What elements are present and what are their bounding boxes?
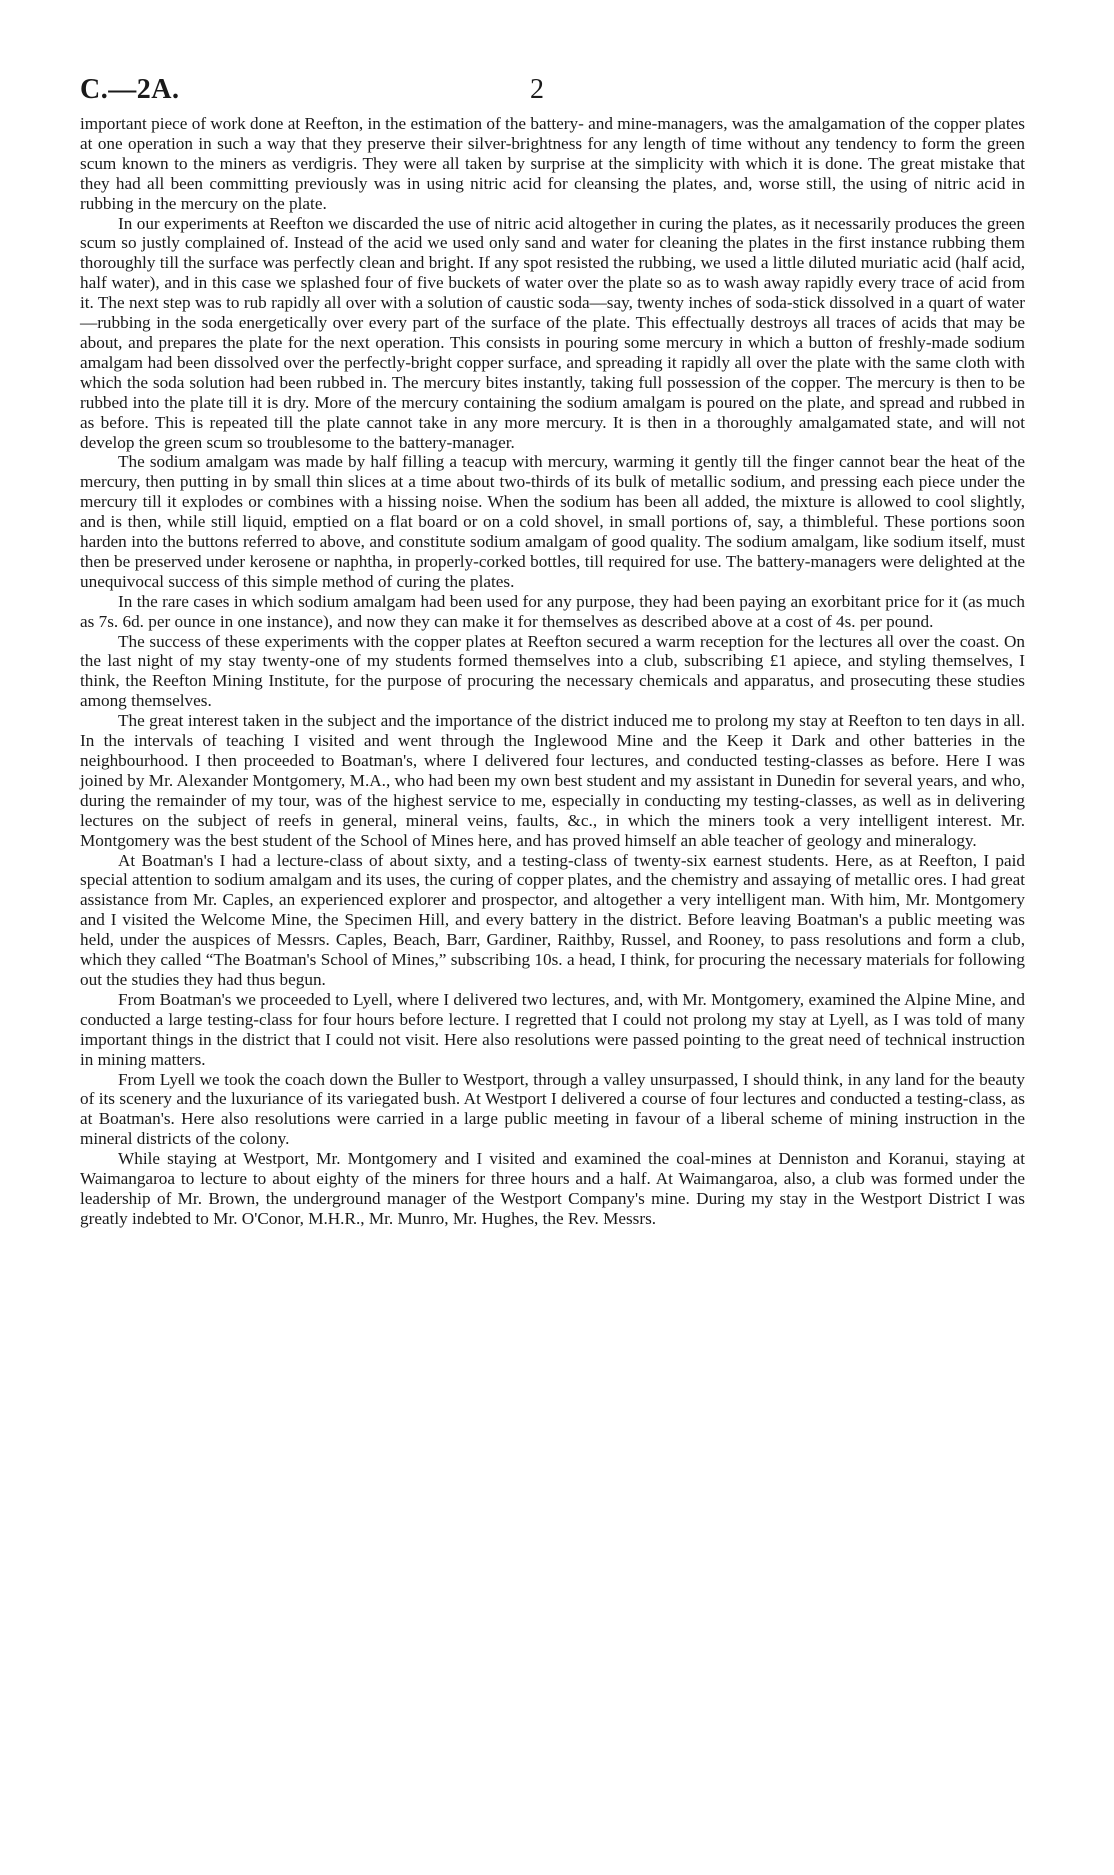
paragraph: From Boatman's we proceeded to Lyell, where I delivered two lectures, and, with Mr. Montgomery, examined the Alpine Mine, and conducted a large testing-class for four hours before lecture. I regretted that I could not prolong my stay at Lyell, as I was told of many important things in the district that I could not visit. Here also resolutions were passed pointing to the great need of technical instruction in mining matters. bbox=[80, 989, 1025, 1069]
page-header bbox=[80, 70, 1025, 112]
document-body bbox=[80, 114, 1025, 1229]
document-page bbox=[80, 70, 1025, 1229]
paragraph: In our experiments at Reefton we discarded the use of nitric acid altogether in curing the plates, as it necessarily produces the green scum so justly complained of. Instead of the acid we used only sand and water for cleaning the plates in the first instance rubbing them thoroughly till the surface was perfectly clean and bright. If any spot resisted the rubbing, we used a little diluted muriatic acid (half acid, half water), and in this case we splashed four of five buckets of water over the plate so as to wash away rapidly every trace of acid from it. The next step was to rub rapidly all over with a solution of caustic soda—say, twenty inches of soda-stick dissolved in a quart of water—rubbing in the soda energetically over every part of the surface of the plate. This effectually destroys all traces of acids that may be about, and prepares the plate for the next operation. This consists in pouring some mercury in which a button of freshly-made sodium amalgam had been dissolved over the perfectly-bright copper surface, and spreading it rapidly all over the plate with the same cloth with which the soda solution had been rubbed in. The mercury bites instantly, taking full possession of the copper. The mercury is then to be rubbed into the plate till it is dry. More of the mercury containing the sodium amalgam is poured on the plate, and spread and rubbed in as before. This is repeated till the plate cannot take in any more mercury. It is then in a thoroughly amalgamated state, and will not develop the green scum so troublesome to the battery-manager. bbox=[80, 213, 1025, 452]
paragraph: The sodium amalgam was made by half filling a teacup with mercury, warming it gently till the finger cannot bear the heat of the mercury, then putting in by small thin slices at a time about two-thirds of its bulk of metallic sodium, and pressing each piece under the mercury till it explodes or combines with a hissing noise. When the sodium has been all added, the mixture is allowed to cool slightly, and is then, while still liquid, emptied on a flat board or on a cold shovel, in small portions of, say, a thimbleful. These portions soon harden into the buttons referred to above, and constitute sodium amalgam of good quality. The sodium amalgam, like sodium itself, must then be preserved under kerosene or naphtha, in properly-corked bottles, till required for use. The battery-managers were delighted at the unequivocal success of this simple method of curing the plates. bbox=[80, 452, 1025, 591]
paragraph-continuation: important piece of work done at Reefton, in the estimation of the battery- and mine-managers, was the amalgamation of the copper plates at one operation in such a way that they preserve their silver-brightness for any length of time without any tendency to form the green scum known to the miners as verdigris. They were all taken by surprise at the simplicity with which it is done. The great mistake that they had all been committing previously was in using nitric acid for cleansing the plates, and, worse still, the using of nitric acid in rubbing in the mercury on the plate. bbox=[80, 114, 1025, 213]
page-number: 2 bbox=[530, 74, 544, 105]
paragraph: From Lyell we took the coach down the Buller to Westport, through a valley unsurpassed, I should think, in any land for the beauty of its scenery and the luxuriance of its variegated bush. At Westport I delivered a course of four lectures and conducted a testing-class, as at Boatman's. Here also resolutions were carried in a large public meeting in favour of a liberal scheme of mining instruction in the mineral districts of the colony. bbox=[80, 1069, 1025, 1149]
document-reference: C.—2A. bbox=[80, 74, 180, 105]
paragraph: In the rare cases in which sodium amalgam had been used for any purpose, they had been paying an exorbitant price for it (as much as 7s. 6d. per ounce in one instance), and now they can make it for themselves as described above at a cost of 4s. per pound. bbox=[80, 591, 1025, 631]
paragraph: The great interest taken in the subject and the importance of the district induced me to prolong my stay at Reefton to ten days in all. In the intervals of teaching I visited and went through the Inglewood Mine and the Keep it Dark and other batteries in the neighbourhood. I then proceeded to Boatman's, where I delivered four lectures, and conducted testing-classes as before. Here I was joined by Mr. Alexander Montgomery, M.A., who had been my own best student and my assistant in Dunedin for several years, and who, during the remainder of my tour, was of the highest service to me, especially in conducting my testing-classes, as well as in delivering lectures on the subject of reefs in general, mineral veins, faults, &c., in which the miners took a very intelligent interest. Mr. Montgomery was the best student of the School of Mines here, and has proved himself an able teacher of geology and mineralogy. bbox=[80, 711, 1025, 850]
paragraph: The success of these experiments with the copper plates at Reefton secured a warm reception for the lectures all over the coast. On the last night of my stay twenty-one of my students formed themselves into a club, subscribing £1 apiece, and styling themselves, I think, the Reefton Mining Institute, for the purpose of procuring the necessary chemicals and apparatus, and prosecuting these studies among themselves. bbox=[80, 631, 1025, 711]
paragraph: While staying at Westport, Mr. Montgomery and I visited and examined the coal-mines at Denniston and Koranui, staying at Waimangaroa to lecture to about eighty of the miners for three hours and a half. At Waimangaroa, also, a club was formed under the leadership of Mr. Brown, the underground manager of the Westport Company's mine. During my stay in the Westport District I was greatly indebted to Mr. O'Conor, M.H.R., Mr. Munro, Mr. Hughes, the Rev. Messrs. bbox=[80, 1149, 1025, 1228]
paragraph: At Boatman's I had a lecture-class of about sixty, and a testing-class of twenty-six earnest students. Here, as at Reefton, I paid special attention to sodium amalgam and its uses, the curing of copper plates, and the chemistry and assaying of metallic ores. I had great assistance from Mr. Caples, an experienced explorer and prospector, and altogether a very intelligent man. With him, Mr. Montgomery and I visited the Welcome Mine, the Specimen Hill, and every battery in the district. Before leaving Boatman's a public meeting was held, under the auspices of Messrs. Caples, Beach, Barr, Gardiner, Raithby, Russel, and Rooney, to pass resolutions and form a club, which they called “The Boatman's School of Mines,” subscribing 10s. a head, I think, for procuring the necessary materials for following out the studies they had thus begun. bbox=[80, 850, 1025, 989]
